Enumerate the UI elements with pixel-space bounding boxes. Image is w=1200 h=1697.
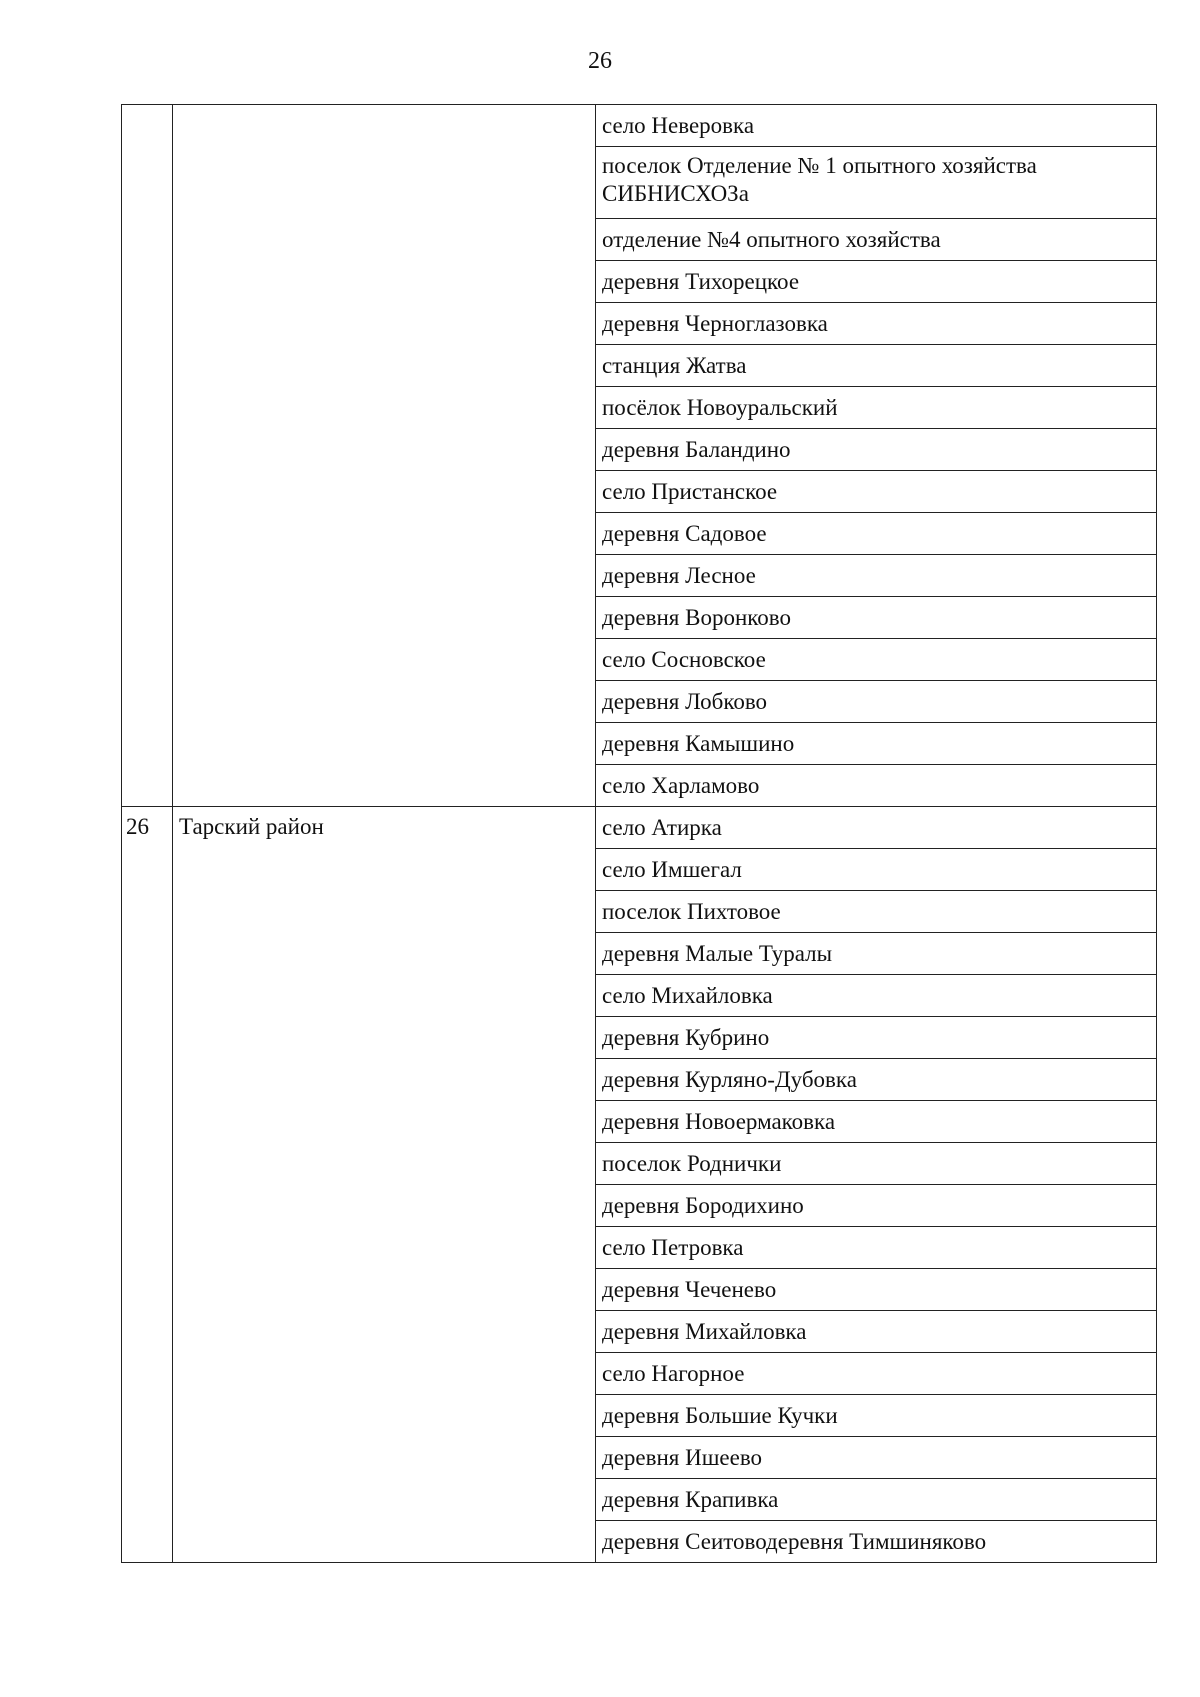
page-number: 26 [588,48,612,74]
settlements-table [121,104,1157,1563]
table-row [122,807,1157,849]
settlement-cell: деревня Ишеево [596,1437,1157,1479]
district-name-cell [173,105,596,807]
settlement-cell: деревня Большие Кучки [596,1395,1157,1437]
district-name-cell: Тарский район [173,807,596,1563]
settlement-cell: деревня Черноглазовка [596,303,1157,345]
settlement-cell: деревня Бородихино [596,1185,1157,1227]
settlement-cell: деревня Тихорецкое [596,261,1157,303]
settlement-cell: деревня Кубрино [596,1017,1157,1059]
settlement-cell: село Имшегал [596,849,1157,891]
settlement-cell: поселок Роднички [596,1143,1157,1185]
settlement-cell: деревня Камышино [596,723,1157,765]
settlement-cell: деревня Лесное [596,555,1157,597]
settlement-cell: деревня Воронково [596,597,1157,639]
settlement-cell: село Неверовка [596,105,1157,147]
district-number-cell [122,105,173,807]
settlement-cell: поселок Отделение № 1 опытного хозяйства СИБНИСХОЗа [596,147,1157,219]
settlement-cell: поселок Пихтовое [596,891,1157,933]
settlement-cell: станция Жатва [596,345,1157,387]
settlement-cell: деревня Чеченево [596,1269,1157,1311]
settlement-cell: деревня Лобково [596,681,1157,723]
settlement-cell: посёлок Новоуральский [596,387,1157,429]
settlement-cell: село Сосновское [596,639,1157,681]
settlement-cell: село Михайловка [596,975,1157,1017]
settlement-cell: деревня Крапивка [596,1479,1157,1521]
settlement-cell: деревня Михайловка [596,1311,1157,1353]
settlement-cell: деревня Садовое [596,513,1157,555]
settlement-cell: деревня Сеитоводеревня Тимшиняково [596,1521,1157,1563]
settlement-cell: село Атирка [596,807,1157,849]
district-number-cell: 26 [122,807,173,1563]
settlement-cell: село Нагорное [596,1353,1157,1395]
settlement-cell: деревня Малые Туралы [596,933,1157,975]
settlement-cell: село Харламово [596,765,1157,807]
settlement-cell: деревня Новоермаковка [596,1101,1157,1143]
table-row [122,105,1157,147]
settlement-cell: село Петровка [596,1227,1157,1269]
settlement-cell: село Пристанское [596,471,1157,513]
settlement-cell: деревня Баландино [596,429,1157,471]
settlement-cell: деревня Курляно-Дубовка [596,1059,1157,1101]
settlement-cell: отделение №4 опытного хозяйства [596,219,1157,261]
